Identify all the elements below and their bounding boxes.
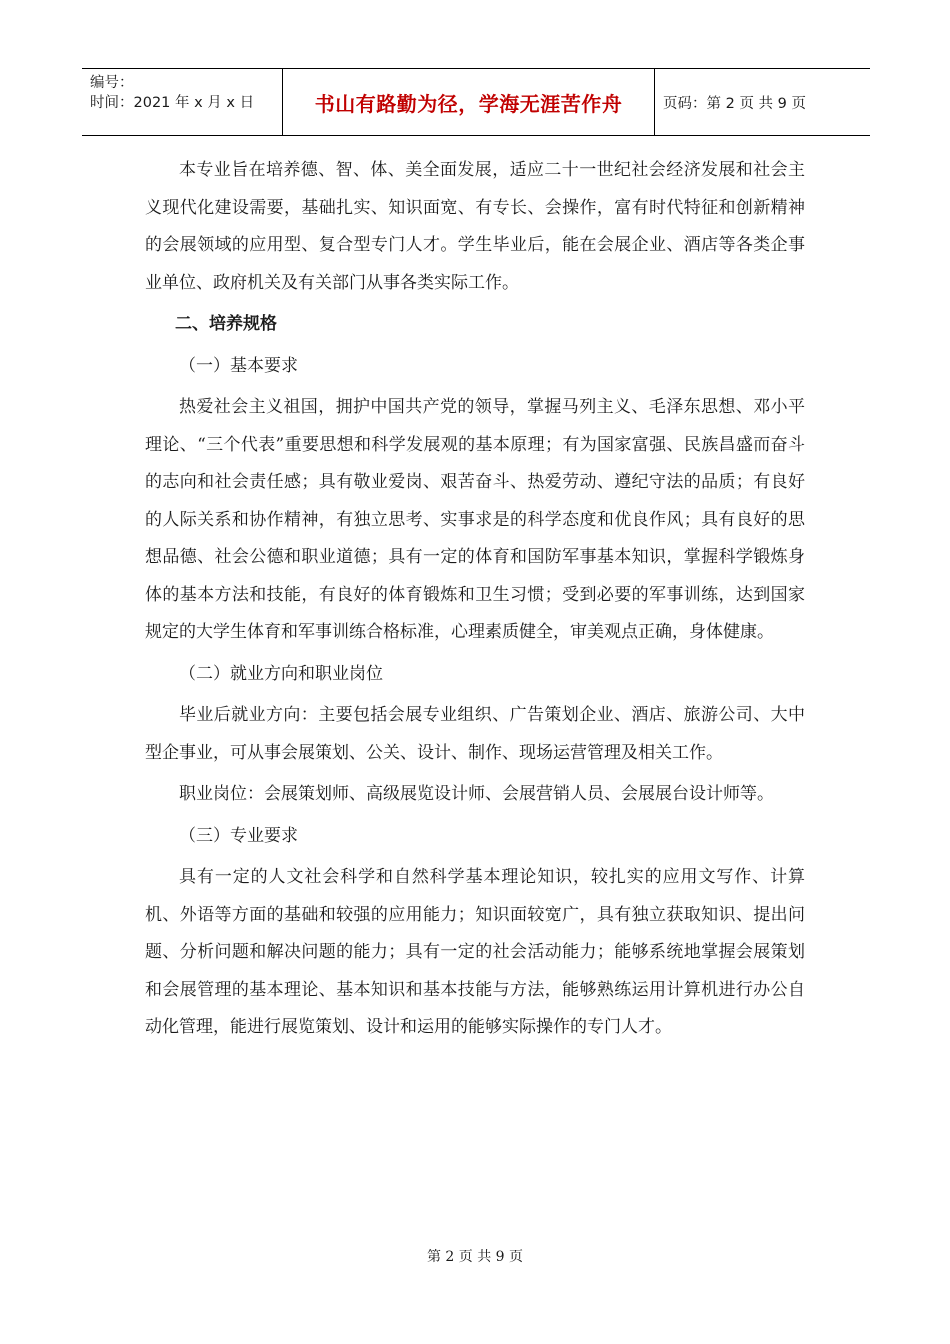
document-date-label: 时间：2021 年 x 月 x 日 bbox=[90, 95, 255, 111]
intro-paragraph: 本专业旨在培养德、智、体、美全面发展，适应二十一世纪社会经济发展和社会主义现代化建设需要，基础扎实、知识面宽、有专长、会操作，富有时代特征和创新精神的会展领域的应用型、复合型专门人才。学生毕业后，能在会展企业、酒店等各类企事业单位、政府机关及有关部门从事各类实际工作。 bbox=[145, 160, 805, 293]
header-motto: 书山有路勤为径，学海无涯苦作舟 bbox=[314, 91, 623, 116]
header-motto-cell bbox=[282, 69, 655, 135]
subsection-employment-title: （二）就业方向和职业岗位 bbox=[179, 663, 383, 684]
document-header bbox=[82, 68, 870, 136]
header-meta bbox=[82, 69, 282, 135]
basic-requirements-paragraph: 热爱社会主义祖国，拥护中国共产党的领导，掌握马列主义、毛泽东思想、邓小平理论、“三个代表”重要思想和科学发展观的基本原理；有为国家富强、民族昌盛而奋斗的志向和社会责任感；具有敬业爱岗、艰苦奋斗、热爱劳动、遵纪守法的品质；有良好的人际关系和协作精神，有独立思考、实事求是的科学态度和优良作风；具有良好的思想品德、社会公德和职业道德；具有一定的体育和国防军事基本知识，掌握科学锻炼身体的基本方法和技能，有良好的体育锻炼和卫生习惯；受到必要的军事训练，达到国家规定的大学生体育和军事训练合格标准，心理素质健全，审美观点正确，身体健康。 bbox=[145, 397, 805, 642]
document-body bbox=[145, 152, 805, 1047]
section-title: 二、培养规格 bbox=[175, 314, 277, 334]
document-number-label: 编号： bbox=[90, 75, 134, 91]
header-page-cell bbox=[655, 69, 870, 135]
header-page-label: 页码：第 2 页 共 9 页 bbox=[663, 95, 806, 112]
job-positions-paragraph: 职业岗位：会展策划师、高级展览设计师、会展营销人员、会展展台设计师等。 bbox=[179, 784, 774, 804]
subsection-basic-title: （一）基本要求 bbox=[179, 355, 298, 376]
employment-direction-paragraph: 毕业后就业方向：主要包括会展专业组织、广告策划企业、酒店、旅游公司、大中型企事业，可从事会展策划、公关、设计、制作、现场运营管理及相关工作。 bbox=[145, 705, 805, 763]
subsection-professional-title: （三）专业要求 bbox=[179, 825, 298, 846]
professional-requirements-paragraph: 具有一定的人文社会科学和自然科学基本理论知识，较扎实的应用文写作、计算机、外语等方面的基础和较强的应用能力；知识面较宽广，具有独立获取知识、提出问题、分析问题和解决问题的能力；具有一定的社会活动能力；能够系统地掌握会展策划和会展管理的基本理论、基本知识和基本技能与方法，能够熟练运用计算机进行办公自动化管理，能进行展览策划、设计和运用的能够实际操作的专门人才。 bbox=[145, 867, 805, 1037]
page-footer: 第 2 页 共 9 页 bbox=[426, 1249, 524, 1265]
